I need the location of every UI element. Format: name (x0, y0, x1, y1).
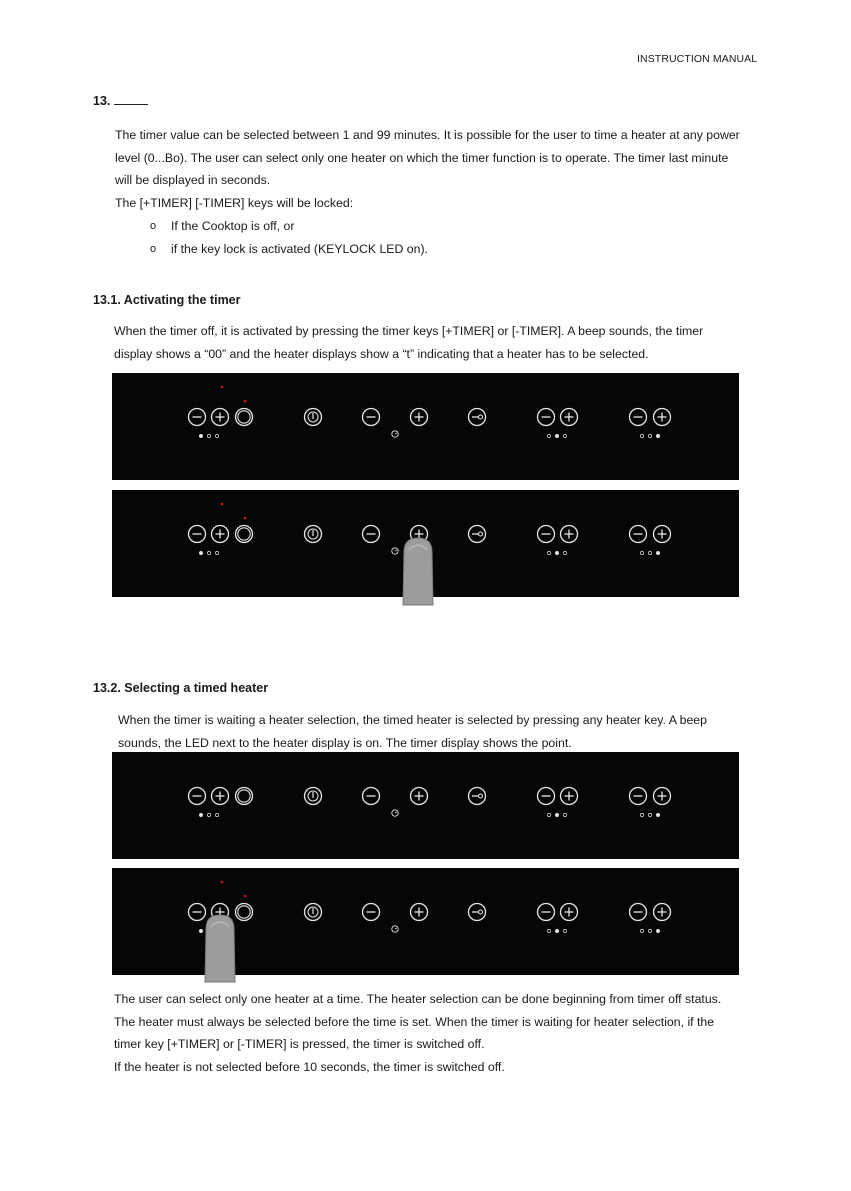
list-item-text: If the Cooktop is off, or (171, 219, 295, 233)
minus-icon (363, 788, 380, 805)
minus-icon (538, 788, 555, 805)
minus-icon (538, 904, 555, 921)
power-icon (305, 904, 322, 921)
list-item (148, 215, 428, 238)
section-13-1-text (114, 320, 759, 365)
locked-conditions-list (148, 215, 428, 260)
heater-indicator-dots (547, 813, 566, 816)
plus-icon (654, 409, 671, 426)
plus-icon (411, 409, 428, 426)
key-lock-icon (469, 526, 486, 543)
heater-indicator-dots (199, 813, 218, 816)
heater-indicator-dots (640, 434, 659, 437)
plus-icon (654, 904, 671, 921)
minus-icon (189, 526, 206, 543)
heading-underline (114, 103, 148, 105)
plus-icon (411, 788, 428, 805)
key-lock-icon (469, 788, 486, 805)
control-panel-figure-4 (112, 868, 739, 975)
heater-indicator-dots (547, 929, 566, 932)
paragraph-line: When the timer off, it is activated by pressing the timer keys [+TIMER] or [-TIMER]. A beep sounds, the timer (114, 324, 704, 338)
timer-clock-icon (392, 810, 398, 816)
section-13-2-heading: 13.2. Selecting a timed heater (93, 681, 269, 695)
minus-icon (363, 526, 380, 543)
paragraph-line: The heater must always be selected before the time is set. When the timer is waiting for heater selection, if the (114, 1014, 715, 1029)
section-13-2-text (118, 709, 758, 754)
minus-icon (189, 409, 206, 426)
minus-icon (189, 904, 206, 921)
control-panel-figure-1 (112, 373, 739, 480)
red-led-indicators (221, 386, 247, 403)
plus-icon (561, 526, 578, 543)
heater-indicator-dots (199, 434, 218, 437)
paragraph-line: sounds, the LED next to the heater display is on. The timer display shows the point. (118, 735, 572, 750)
pressing-finger (205, 915, 235, 982)
minus-icon (538, 526, 555, 543)
paragraph-line: timer key [+TIMER] or [-TIMER] is pressed, the timer is switched off. (114, 1037, 485, 1051)
minus-icon (630, 526, 647, 543)
paragraph-line: When the timer is waiting a heater selection, the timed heater is selected by pressing any heater key. A beep (118, 713, 707, 727)
closing-text (114, 988, 764, 1078)
power-icon (305, 788, 322, 805)
minus-icon (363, 904, 380, 921)
power-icon (305, 409, 322, 426)
minus-icon (363, 409, 380, 426)
list-item-text: if the key lock is activated (KEYLOCK LED on). (171, 241, 428, 256)
section-13-1-heading: 13.1. Activating the timer (93, 293, 241, 307)
paragraph-line: If the heater is not selected before 10 seconds, the timer is switched off. (114, 1059, 505, 1074)
timer-clock-icon (392, 431, 398, 437)
key-lock-icon (469, 409, 486, 426)
control-panel-figure-3 (112, 752, 739, 859)
plus-icon (411, 904, 428, 921)
list-item (148, 238, 428, 261)
section-13-intro (115, 124, 775, 214)
section-13-number: 13. (93, 94, 111, 108)
plus-icon (561, 409, 578, 426)
bullet-mark: o (149, 220, 157, 232)
page-header: INSTRUCTION MANUAL (637, 53, 758, 65)
ring-icon (236, 409, 253, 426)
paragraph-line: display shows a “00” and the heater displays show a “t” indicating that a heater has to be selected. (114, 346, 649, 361)
plus-icon (561, 904, 578, 921)
heater-indicator-dots (199, 551, 218, 554)
plus-icon (654, 788, 671, 805)
heater-indicator-dots (547, 551, 566, 554)
plus-icon (212, 526, 229, 543)
bullet-mark: o (149, 242, 157, 255)
heater-indicator-dots (640, 929, 659, 932)
intro-line: level (0...Bo). The user can select only one heater on which the timer function is to operate. The timer last minute (115, 150, 729, 165)
plus-icon (654, 526, 671, 543)
power-icon (305, 526, 322, 543)
intro-line: The [+TIMER] [-TIMER] keys will be locked: (115, 195, 354, 210)
minus-icon (630, 904, 647, 921)
ring-icon (236, 904, 253, 921)
timer-clock-icon (392, 926, 398, 932)
plus-icon (212, 409, 229, 426)
plus-icon (561, 788, 578, 805)
heater-indicator-dots (640, 813, 659, 816)
heater-indicator-dots (640, 551, 659, 554)
timer-clock-icon (392, 548, 398, 554)
paragraph-line: The user can select only one heater at a time. The heater selection can be done beginning from timer off status. (114, 992, 722, 1006)
minus-icon (630, 409, 647, 426)
ring-icon (236, 788, 253, 805)
intro-line: will be displayed in seconds. (115, 173, 271, 187)
intro-line: The timer value can be selected between 1 and 99 minutes. It is possible for the user to time a heater at any power (115, 128, 740, 142)
ring-icon (236, 526, 253, 543)
pressing-finger (403, 538, 433, 605)
red-led-indicators (221, 503, 247, 520)
red-led-indicators (221, 881, 247, 898)
minus-icon (538, 409, 555, 426)
key-lock-icon (469, 904, 486, 921)
section-13-heading (93, 94, 148, 108)
control-panel-figure-2 (112, 490, 739, 597)
plus-icon (212, 788, 229, 805)
minus-icon (189, 788, 206, 805)
heater-indicator-dots (547, 434, 566, 437)
minus-icon (630, 788, 647, 805)
